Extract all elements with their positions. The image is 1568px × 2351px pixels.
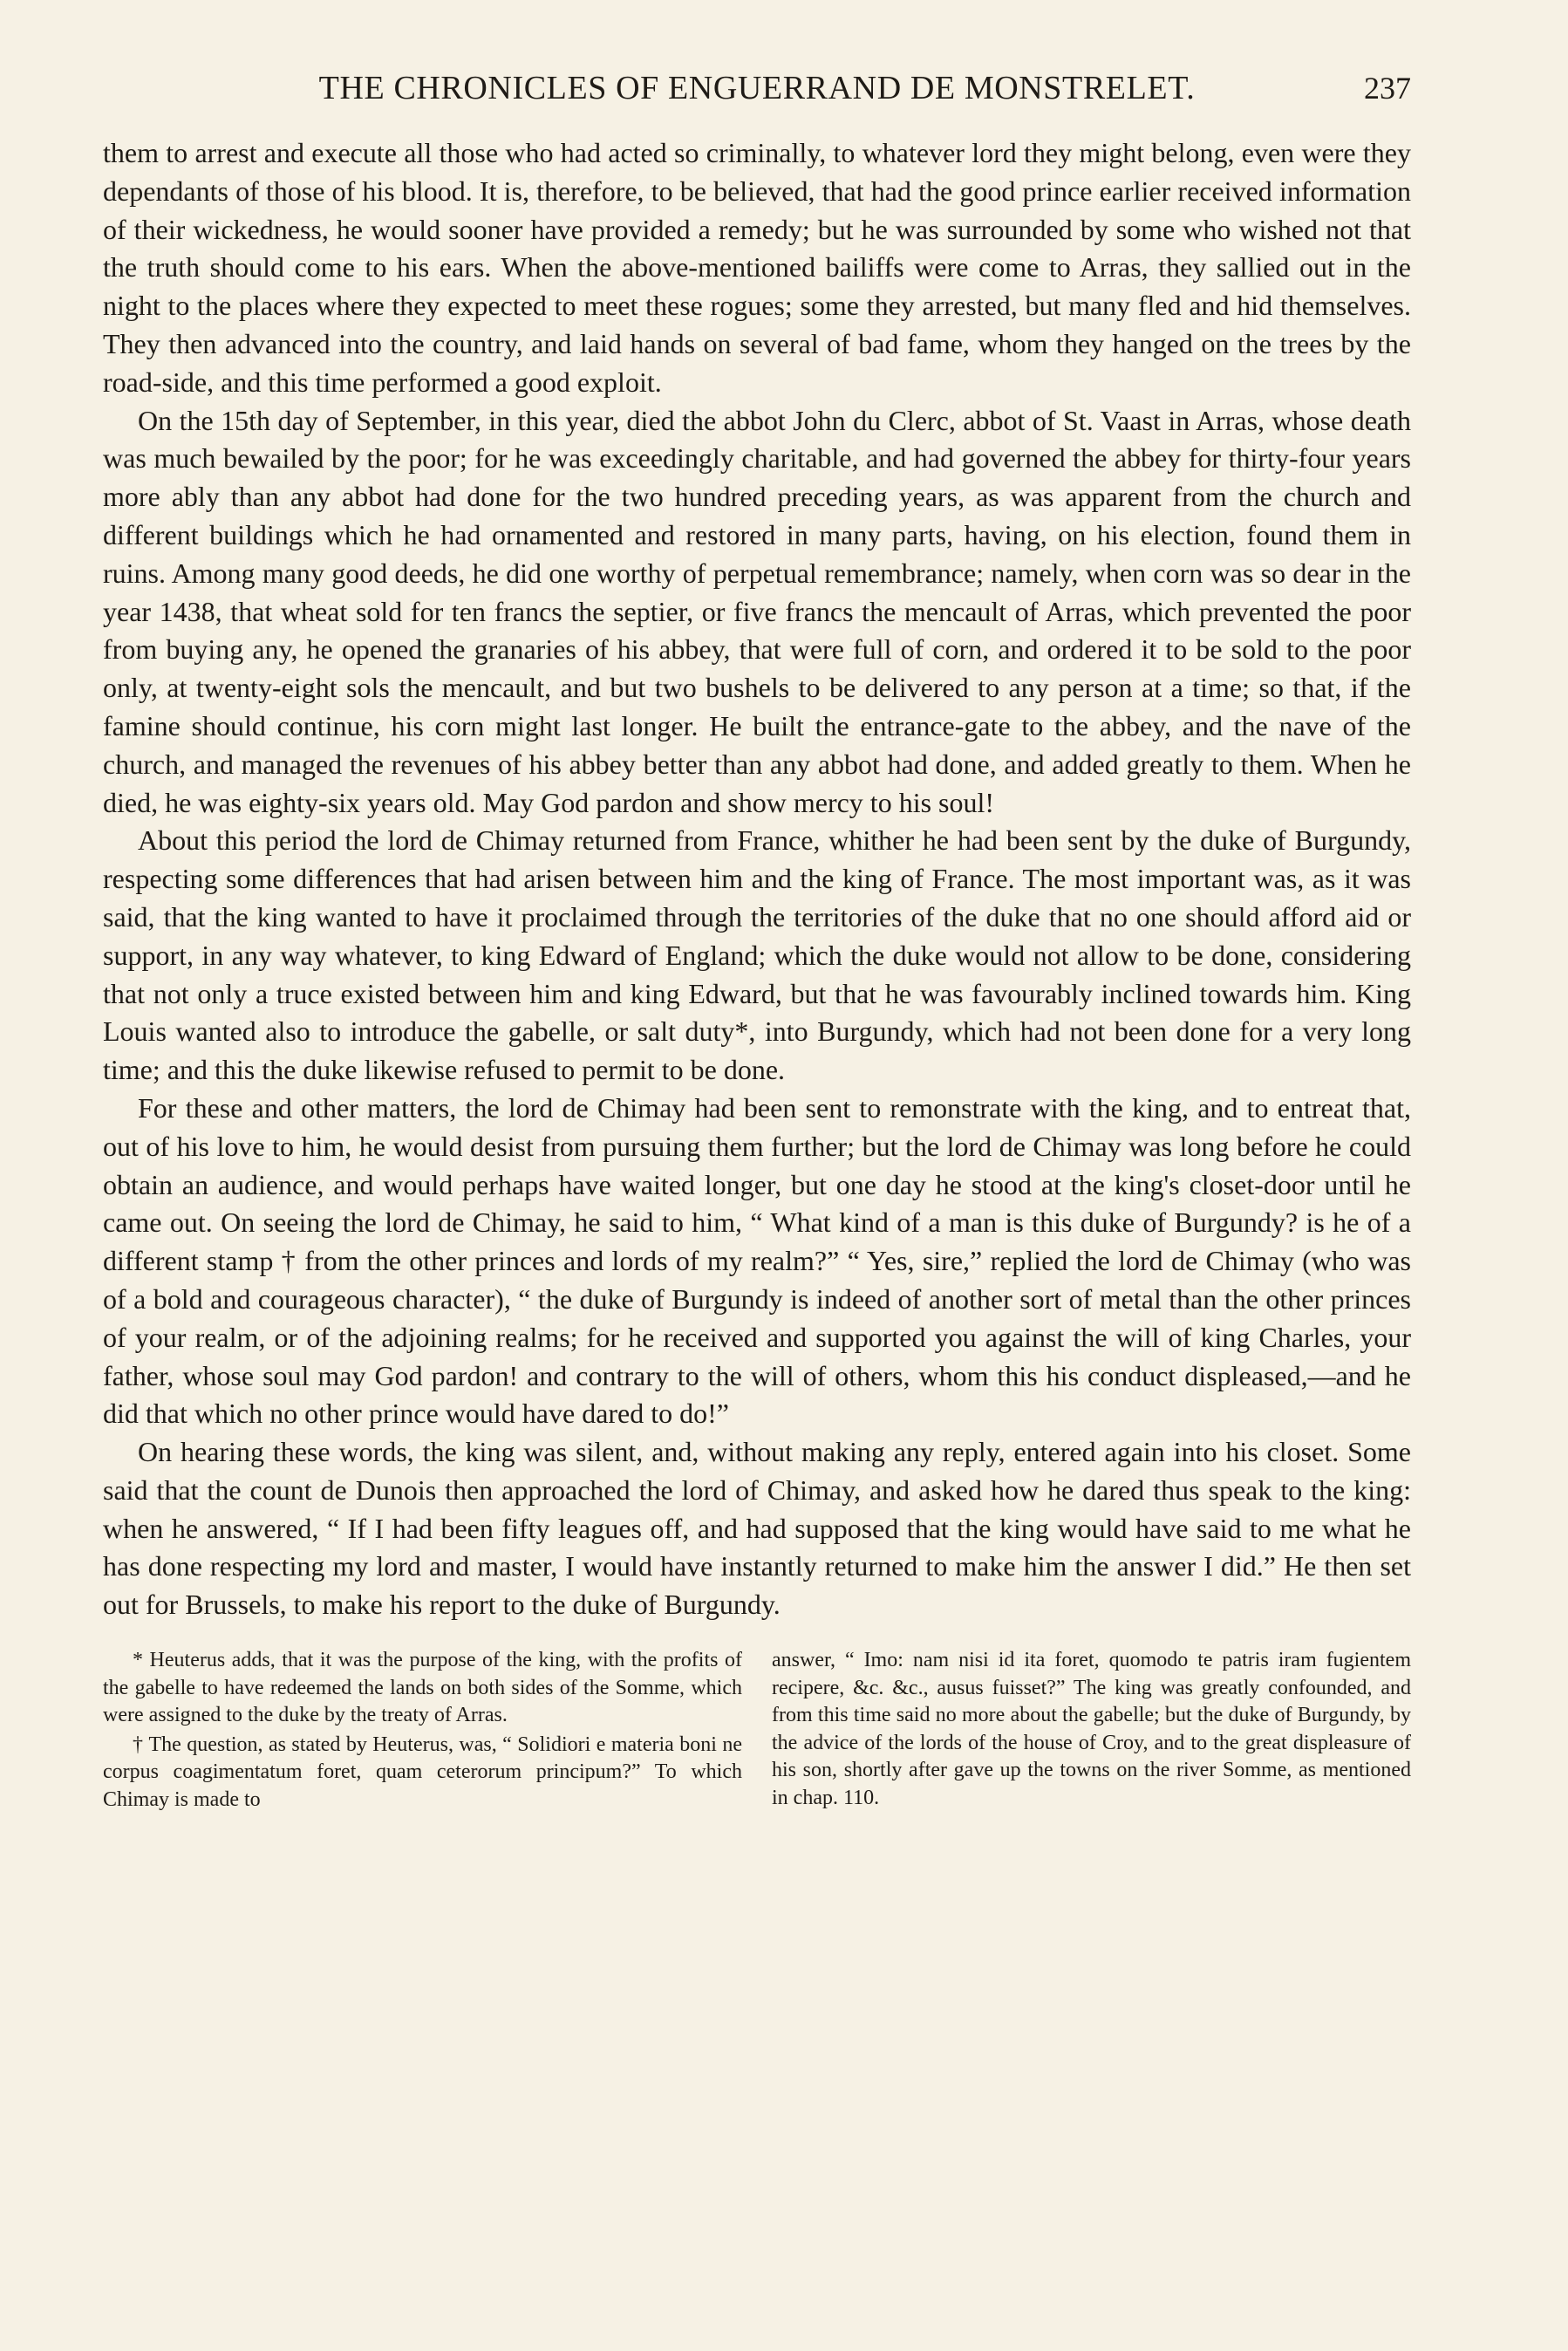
footnotes-right-column <box>772 1647 1411 1815</box>
paragraph: About this period the lord de Chimay returned from France, whither he had been sent by the duke of Burgundy, respecting some differences that had arisen between him and the king of France. The most important was, as it was said, that the king wanted to have it proclaimed through the territories of the duke that no one should afford aid or support, in any way whatever, to king Edward of England; which the duke would not allow to be done, considering that not only a truce existed between him and king Edward, but that he was favourably inclined towards him. King Louis wanted also to introduce the gabelle, or salt duty*, into Burgundy, which had not been done for a very long time; and this the duke likewise refused to permit to be done. <box>103 824 1411 1086</box>
book-page <box>103 61 1411 1815</box>
footnote-dagger-continued: answer, “ Imo: nam nisi id ita foret, quomodo te patris iram fugientem recipere, &c. &c., ausus fuisset?” The king was greatly confounded, and from this time said no more about the gabelle; but the duke of Burgundy, by the advice of the lords of the house of Croy, and to the great displeasure of his son, shortly after gave up the towns on the river Somme, as mentioned in chap. 110. <box>772 1649 1411 1809</box>
footnotes-left-column <box>103 1647 742 1815</box>
paragraph: them to arrest and execute all those who had acted so criminally, to whatever lord they might belong, even were they dependants of those of his blood. It is, therefore, to be believed, that had the good prince earlier received information of their wickedness, he would sooner have provided a remedy; but he was surrounded by some who wished not that the truth should come to his ears. When the above-mentioned bailiffs were come to Arras, they sallied out in the night to the places where they expected to meet these rogues; some they arrested, but many fled and hid themselves. They then advanced into the country, and laid hands on several of bad fame, whom they hanged on the trees by the road-side, and this time performed a good exploit. <box>103 137 1411 398</box>
page-number: 237 <box>1364 71 1411 106</box>
footnote-dagger: † The question, as stated by Heuterus, was, “ Solidiori e materia boni ne corpus coagimentatum foret, quam ceterorum principum?” To which Chimay is made to <box>103 1732 742 1811</box>
body-text <box>103 134 1411 1624</box>
paragraph: On the 15th day of September, in this year, died the abbot John du Clerc, abbot of St. Vaast in Arras, whose death was much bewailed by the poor; for he was exceedingly charitable, and had governed the abbey for thirty-four years more ably than any abbot had done for the two hundred preceding years, as was apparent from the church and different buildings which he had ornamented and restored in many parts, having, on his election, found them in ruins. Among many good deeds, he did one worthy of perpetual remembrance; namely, when corn was so dear in the year 1438, that wheat sold for ten francs the septier, or five francs the mencault of Arras, which prevented the poor from buying any, he opened the granaries of his abbey, that were full of corn, and ordered it to be sold to the poor only, at twenty-eight sols the mencault, and but two bushels to be delivered to any person at a time; so that, if the famine should continue, his corn might last longer. He built the entrance-gate to the abbey, and the nave of the church, and managed the revenues of his abbey better than any abbot had done, and added greatly to them. When he died, he was eighty-six years old. May God pardon and show mercy to his soul! <box>103 404 1411 818</box>
footnotes <box>103 1647 1411 1815</box>
page-header <box>103 61 1411 115</box>
paragraph: For these and other matters, the lord de Chimay had been sent to remonstrate with the king, and to entreat that, out of his love to him, he would desist from pursuing them further; but the lord de Chimay was long before he could obtain an audience, and would perhaps have waited longer, but one day he stood at the king's closet-door until he came out. On seeing the lord de Chimay, he said to him, “ What kind of a man is this duke of Burgundy? is he of a different stamp † from the other princes and lords of my realm?” “ Yes, sire,” replied the lord de Chimay (who was of a bold and courageous character), “ the duke of Burgundy is indeed of another sort of metal than the other princes of your realm, or of the adjoining realms; for he received and supported you against the will of king Charles, your father, whose soul may God pardon! and contrary to the will of others, whom this his conduct displeased,—and he did that which no other prince would have dared to do!” <box>103 1091 1411 1430</box>
footnote-asterisk: * Heuterus adds, that it was the purpose of the king, with the profits of the gabelle to have redeemed the lands on both sides of the Somme, which were assigned to the duke by the treaty of Arras. <box>103 1649 742 1727</box>
paragraph: On hearing these words, the king was silent, and, without making any reply, entered again into his closet. Some said that the count de Dunois then approached the lord of Chimay, and asked how he dared thus speak to the king: when he answered, “ If I had been fifty leagues off, and had supposed that the king would have said to me what he has done respecting my lord and master, I would have instantly returned to make him the answer I did.” He then set out for Brussels, to make his report to the duke of Burgundy. <box>103 1436 1411 1621</box>
running-title: THE CHRONICLES OF ENGUERRAND DE MONSTRELET. <box>318 70 1196 106</box>
